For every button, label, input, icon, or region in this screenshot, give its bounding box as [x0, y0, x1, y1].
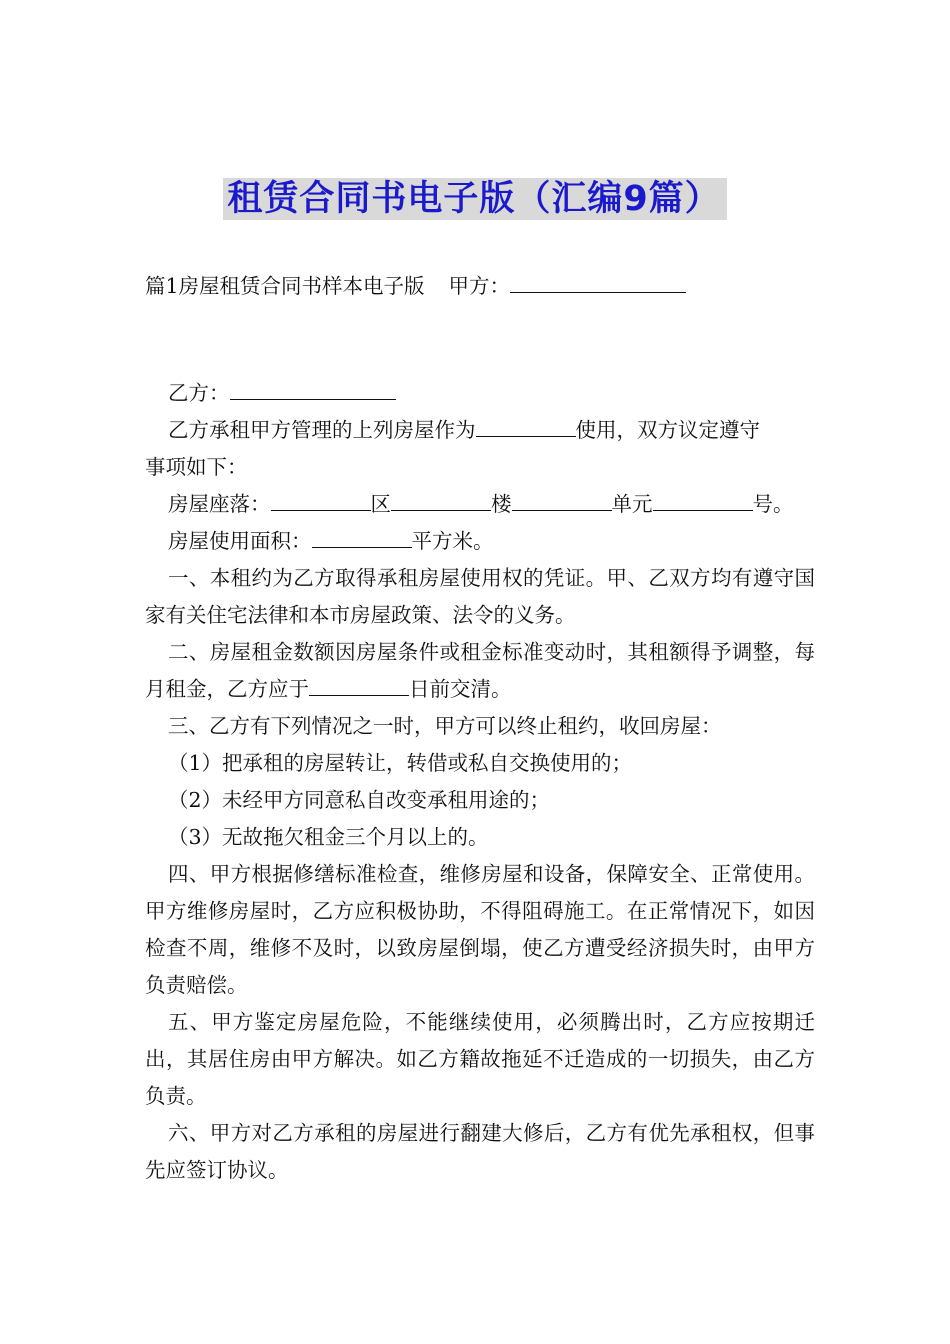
party-b-label: 乙方：	[168, 381, 230, 405]
location-label: 房屋座落：	[168, 492, 271, 516]
clause-2-prefix: 二、房屋租金数额因房屋条件或租金标准变动时，其租额得予调整，每月租金，乙方应于	[145, 640, 815, 701]
usage-continuation	[145, 449, 815, 486]
clause-3-item: （3）无故拖欠租金三个月以上的。	[168, 825, 489, 849]
usage-cont: 事项如下：	[145, 455, 248, 479]
usage-line	[145, 412, 815, 449]
number-label: 号。	[752, 492, 794, 516]
party-a-label: 甲方：	[448, 274, 511, 298]
clause-2-blank	[309, 673, 409, 696]
usage-prefix: 乙方承租甲方管理的上列房屋作为	[168, 418, 476, 442]
contract-body	[145, 375, 815, 1189]
clause-6: 六、甲方对乙方承租的房屋进行翻建大修后，乙方有优先承租权，但事先应签订协议。	[145, 1121, 815, 1182]
party-a-blank	[510, 270, 686, 293]
clause-4: 四、甲方根据修缮标准检查，维修房屋和设备，保障安全、正常使用。甲方维修房屋时，乙方应积极协助，不得阻碍施工。在正常情况下，如因检查不周，维修不及时，以致房屋倒塌，使乙方遭受经济损失时，由甲方负责赔偿。	[145, 862, 815, 997]
district-blank	[271, 488, 371, 511]
clause-5: 五、甲方鉴定房屋危险，不能继续使用，必须腾出时，乙方应按期迁出，其居住房由甲方解决。如乙方籍故拖延不迁造成的一切损失，由乙方负责。	[145, 1010, 815, 1108]
title-wrap	[0, 178, 950, 220]
unit-blank	[512, 488, 612, 511]
clause-1: 一、本租约为乙方取得承租房屋使用权的凭证。甲、乙双方均有遵守国家有关住宅法律和本市房屋政策、法令的义务。	[145, 566, 815, 627]
party-b-blank	[230, 377, 396, 400]
number-blank	[653, 488, 753, 511]
clause-2	[145, 634, 815, 708]
usage-blank	[476, 414, 576, 437]
party-b-line	[145, 375, 815, 412]
clause-3-item: （2）未经甲方同意私自改变承租用途的；	[168, 788, 551, 812]
area-unit: 平方米。	[411, 529, 494, 553]
usage-suffix: 使用，双方议定遵守	[575, 418, 760, 442]
area-blank	[312, 525, 412, 548]
unit-label: 单元	[611, 492, 653, 516]
district-label: 区	[370, 492, 391, 516]
document-title: 租赁合同书电子版（汇编9篇）	[223, 178, 726, 220]
building-label: 楼	[491, 492, 512, 516]
area-label: 房屋使用面积：	[168, 529, 312, 553]
area-line	[145, 523, 815, 560]
article-heading: 篇1房屋租赁合同书样本电子版	[145, 274, 425, 298]
clause-3-item: （1）把承租的房屋转让，转借或私自交换使用的；	[168, 751, 633, 775]
header-line	[145, 268, 815, 305]
location-line	[145, 486, 815, 523]
clause-3: 三、乙方有下列情况之一时，甲方可以终止租约，收回房屋：	[168, 714, 722, 738]
clause-2-suffix: 日前交清。	[409, 677, 512, 701]
building-blank	[391, 488, 491, 511]
